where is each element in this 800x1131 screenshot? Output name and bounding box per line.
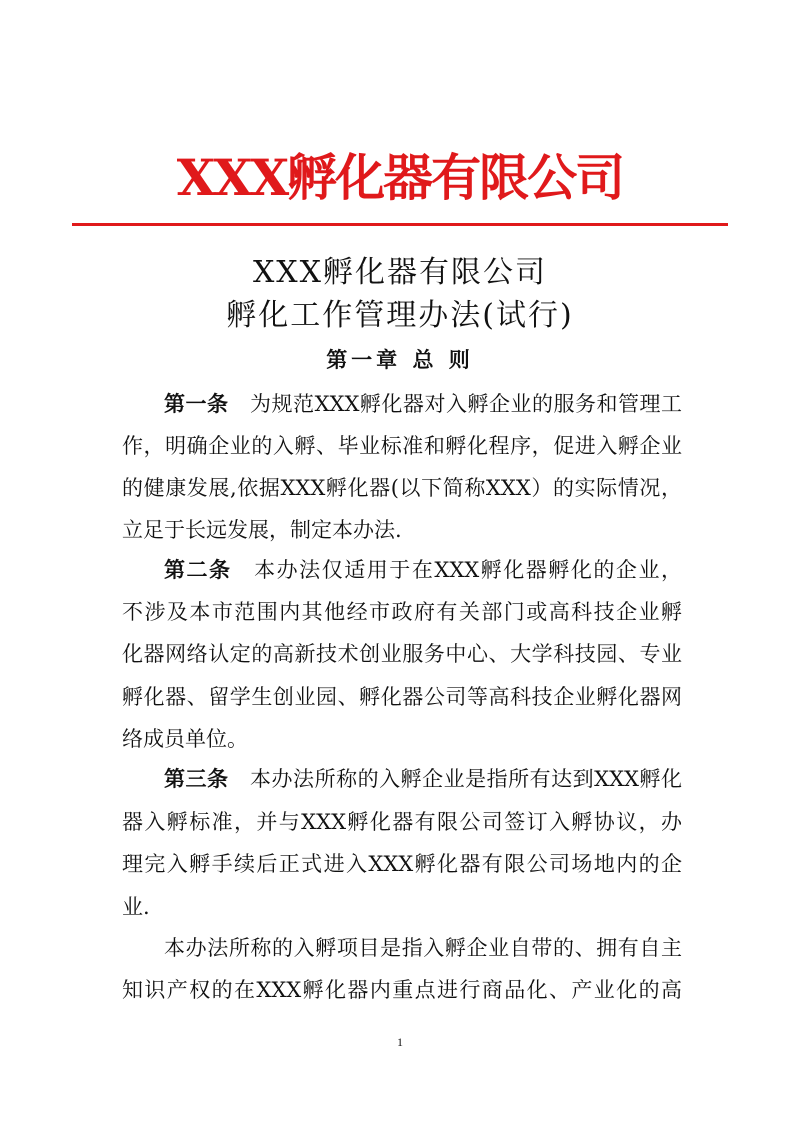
document-title-line-1: XXX孵化器有限公司	[252, 255, 548, 290]
body-line-text: 为规范XXX孵化器对入孵企业的服务和管理工	[250, 392, 682, 416]
body-line	[164, 934, 682, 962]
body-line	[122, 976, 682, 1004]
letterhead-red-rule	[72, 223, 728, 226]
body-line-text: 化器网络认定的高新技术创业服务中心、大学科技园、专业	[122, 642, 682, 666]
body-line-text: 知识产权的在XXX孵化器内重点进行商品化、产业化的高	[122, 978, 682, 1002]
body-line	[122, 598, 682, 626]
body-line-text: 不涉及本市范围内其他经市政府有关部门或高科技企业孵	[122, 600, 682, 624]
body-line	[122, 808, 682, 836]
body-line-text: 立足于长远发展，制定本办法.	[122, 518, 402, 542]
body-line	[122, 683, 682, 711]
body-line-text: 业.	[122, 895, 150, 919]
body-line	[122, 893, 682, 921]
body-line-text: 本办法所称的入孵企业是指所有达到XXX孵化	[250, 767, 682, 791]
body-line	[164, 765, 682, 793]
body-line	[164, 390, 682, 418]
body-line-text: 孵化器、留学生创业园、孵化器公司等高科技企业孵化器网	[122, 685, 682, 709]
document-title-line-2: 孵化工作管理办法(试行)	[226, 298, 574, 333]
chapter-heading: 第一章 总 则	[326, 347, 474, 372]
body-line	[122, 432, 682, 460]
article-number: 第三条	[164, 766, 229, 791]
body-line-text: 本办法所称的入孵项目是指入孵企业自带的、拥有自主	[164, 936, 682, 960]
body-line	[122, 474, 682, 502]
body-line	[164, 556, 682, 584]
body-line-text: 本办法仅适用于在XXX孵化器孵化的企业，	[254, 558, 682, 582]
body-line-text: 的健康发展,依据XXX孵化器(以下简称XXX）的实际情况，	[122, 476, 682, 500]
letterhead-title: XXX孵化器有限公司	[176, 148, 624, 207]
article-number: 第二条	[164, 557, 232, 582]
body-line-text: 络成员单位。	[122, 727, 248, 751]
article-number: 第一条	[164, 391, 229, 416]
body-line	[122, 725, 682, 753]
body-line	[122, 640, 682, 668]
page-number: 1	[397, 1035, 403, 1049]
body-line-text: 理完入孵手续后正式进入XXX孵化器有限公司场地内的企	[122, 852, 682, 876]
body-line-text: 器入孵标准，并与XXX孵化器有限公司签订入孵协议，办	[122, 810, 682, 834]
body-line-text: 作，明确企业的入孵、毕业标准和孵化程序，促进入孵企业	[122, 434, 682, 458]
body-line	[122, 850, 682, 878]
body-line	[122, 516, 682, 544]
